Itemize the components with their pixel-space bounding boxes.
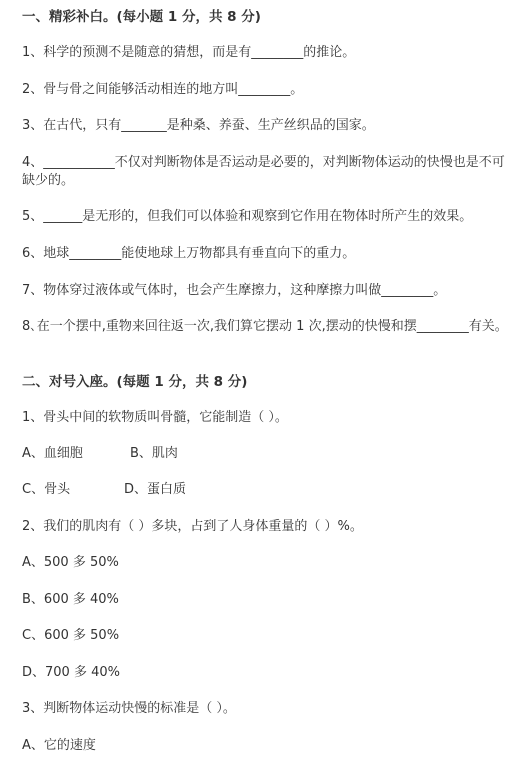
option-c: C、骨头 [22,482,71,497]
question-2-3-option-a: A、它的速度 [22,738,96,753]
section-2-heading: 二、对号入座。(每题 1 分，共 8 分) [22,374,248,390]
question-2-2: 2、我们的肌肉有（ ）多块，占到了人身体重量的（ ）%。 [22,519,363,534]
question-1-1: 1、科学的预测不是随意的猜想，而是有________的推论。 [22,45,356,60]
question-2-1: 1、骨头中间的软物质叫骨髓，它能制造（ ）。 [22,410,288,425]
option-a: A、血细胞 [22,446,83,461]
question-1-5: 5、______是无形的，但我们可以体验和观察到它作用在物体时所产生的效果。 [22,209,473,224]
question-2-1-options-ab [22,445,512,463]
question-1-7: 7、物体穿过液体或气体时，也会产生摩擦力，这种摩擦力叫做________。 [22,283,447,298]
question-2-1-options-cd [22,481,512,499]
question-1-6: 6、地球________能使地球上万物都具有垂直向下的重力。 [22,246,356,261]
question-1-8: 8､在一个摆中,重物来回往返一次,我们算它摆动 1 次,摆动的快慢和摆________有关。 [22,319,508,334]
question-2-2-option-a: A、500 多 50% [22,555,119,570]
question-2-2-option-b: B、600 多 40% [22,592,119,607]
question-2-2-option-d: D、700 多 40% [22,665,120,680]
option-d: D、蛋白质 [124,482,187,497]
section-1-heading: 一、精彩补白。(每小题 1 分，共 8 分) [22,9,261,25]
option-b: B、肌肉 [130,446,178,461]
question-1-3: 3、在古代，只有_______是种桑、养蚕、生产丝织品的国家。 [22,118,375,133]
question-2-2-option-c: C、600 多 50% [22,628,120,643]
question-1-2: 2、骨与骨之间能够活动相连的地方叫________。 [22,82,304,97]
question-1-4: 4、___________不仅对判断物体是否运动是必要的，对判断物体运动的快慢也是不可缺少的。 [22,155,505,188]
question-2-3: 3、判断物体运动快慢的标准是（ ）。 [22,701,236,716]
